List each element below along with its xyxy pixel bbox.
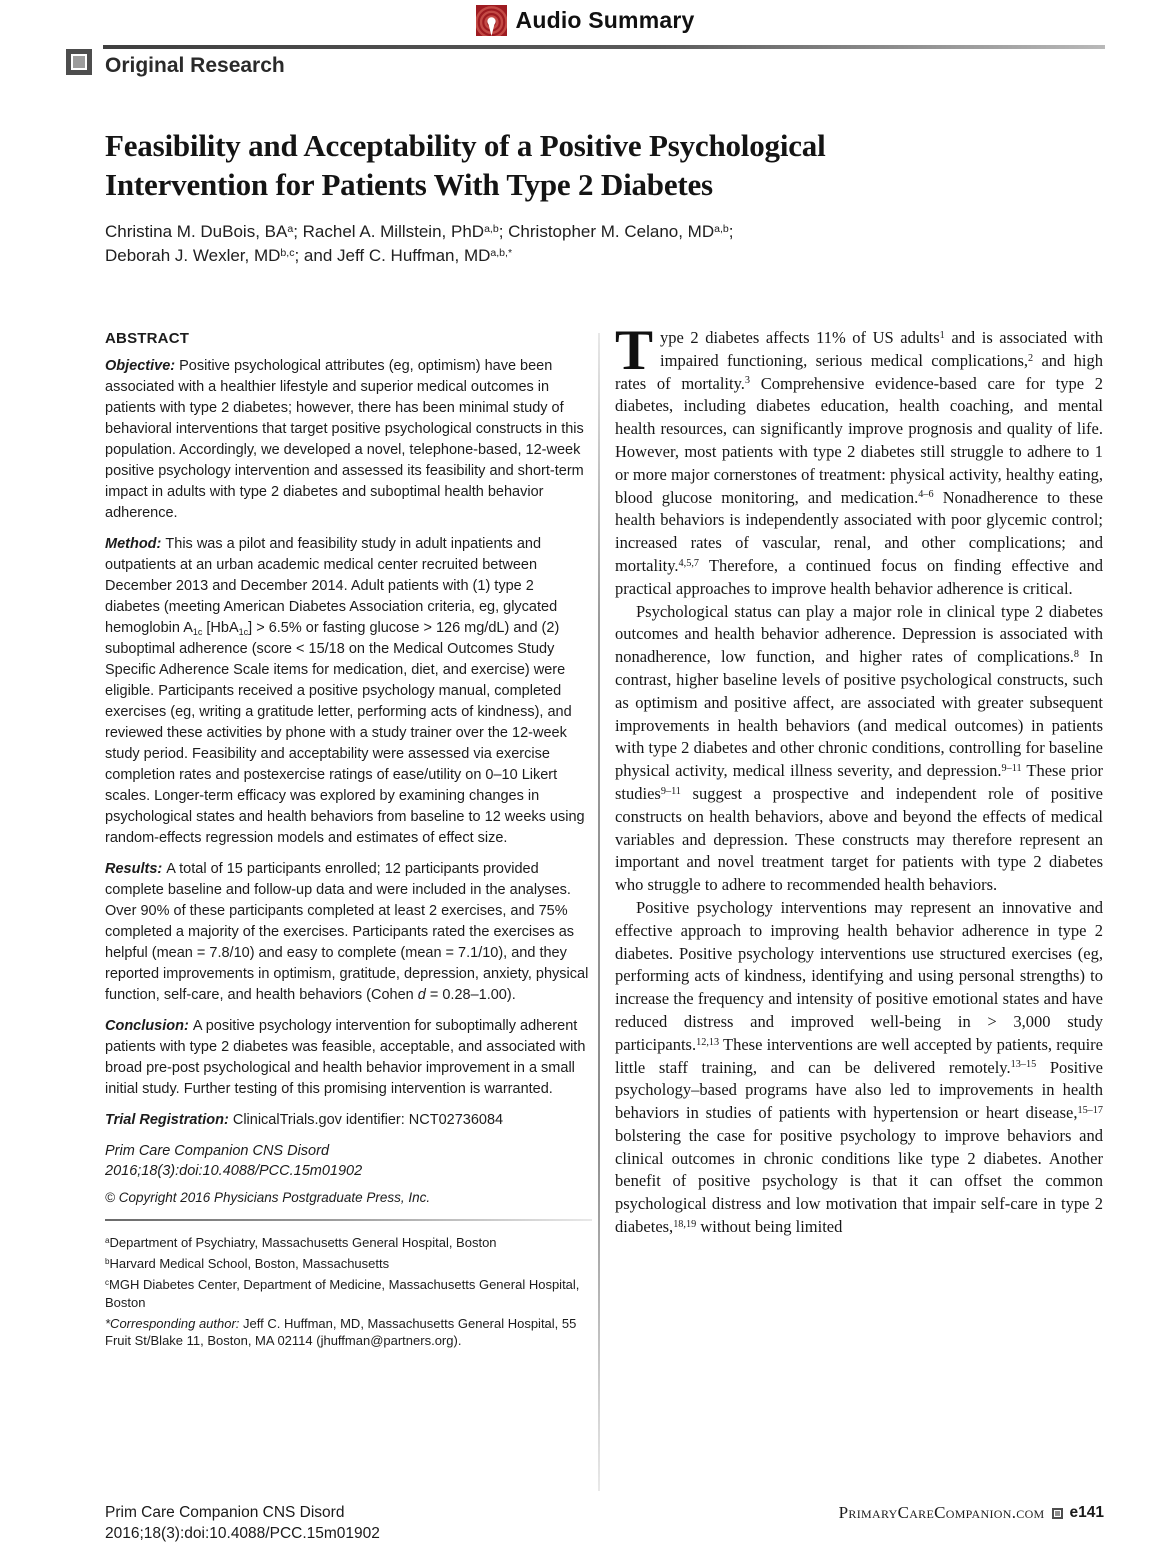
text-segment: Positive psychology interventions may represent an innovative and effective approach to improving health behavior adherence in type 2 diabetes. Positive psychology interventions use structured exercises (eg, performing acts of kindness, identifying and using personal strengths) to increase the frequency and intensity of positive emotional states and have reduced distress and improved well-being in > 3,000 study participants. — [615, 897, 1103, 1054]
author-line — [105, 220, 905, 244]
text-segment: MGH Diabetes Center, Department of Medicine, Massachusetts General Hospital, Boston — [105, 1277, 580, 1310]
article-title-line2: Intervention for Patients With Type 2 Diabetes — [105, 167, 713, 202]
affiliation-line — [105, 1234, 592, 1252]
reference-superscript: a,b,* — [490, 246, 513, 259]
footer-journal-name: Prim Care Companion CNS Disord — [105, 1504, 345, 1521]
text-segment: ClinicalTrials.gov identifier: NCT02736084 — [232, 1112, 504, 1128]
body-paragraph — [615, 897, 1103, 1239]
text-segment: Jeff C. Huffman, MD, Massachusetts General Hospital, 55 Fruit St/Blake 11, Boston, MA 02114 (jhuffman@partners.org). — [105, 1315, 577, 1348]
footer-site-info — [839, 1503, 1104, 1523]
text-segment: Nonadherence to these health behaviors is independently associated with poor glycemic control; increased rates of vascular, renal, and other complications; and mortality. — [615, 487, 1104, 575]
abstract-paragraph-label: Trial Registration: — [105, 1112, 233, 1128]
text-segment: d — [417, 987, 426, 1003]
abstract-paragraph — [105, 534, 592, 849]
text-segment: These prior studies — [615, 761, 1103, 803]
reference-superscript: 4,5,7 — [678, 557, 699, 569]
article-title — [105, 126, 1045, 204]
footer-journal-info — [105, 1502, 380, 1544]
text-segment: *Corresponding author: — [105, 1315, 240, 1331]
text-segment: ; — [728, 222, 734, 241]
text-segment: Therefore, a continued focus on finding effective and practical approaches to improve health behavior adherence is critical. — [615, 555, 1103, 598]
text-segment: ] > 6.5% or fasting glucose > 126 mg/dL) and (2) suboptimal adherence (score < 15/18 on the Medical Outcomes Study Specific Adherence Scale items for medication, diet, and exercise) were eligible. Participants received a positive psychology manual, completed exercises (eg, writing a gratitude letter, performing acts of kindness), and reviewed these activities by phone with a study trainer over the 12-week study period. Feasibility and acceptability were assessed via exercise completion rates and postexercise ratings of ease/utility on 0–10 Likert scales. Longer-term efficacy was explored by examining changes in psychological states and health behaviors from baseline to 12 weeks using random-effects regression models and estimates of effect size. — [105, 620, 585, 846]
text-segment: Christina M. DuBois, BA — [105, 222, 288, 241]
text-segment: [HbA — [202, 620, 239, 636]
reference-superscript: 9–11 — [660, 785, 681, 797]
text-segment: Psychological status can play a major role in clinical type 2 diabetes outcomes and health behavior adherence. Depression is associated with nonadherence, low function, and higher rates of complications. — [615, 601, 1103, 667]
reference-superscript: a,b — [484, 222, 499, 235]
author-line — [105, 244, 905, 268]
text-segment: Comprehensive evidence-based care for type 2 diabetes, including diabetes education, health coaching, and mental health resources, can significantly improve prognosis and quality of life. However, most patients with type 2 diabetes still struggle to adhere to 1 or more major cornerstones of treatment: physical activity, healthy eating, blood glucose monitoring, and medication. — [615, 373, 1103, 507]
journal-citation — [105, 1141, 592, 1181]
abstract-paragraph — [105, 1110, 592, 1131]
reference-superscript: a — [105, 1235, 110, 1245]
affiliation-line — [105, 1255, 592, 1273]
text-segment: ype 2 diabetes affects 11% of US adults — [660, 328, 940, 347]
reference-superscript: a — [287, 222, 294, 235]
text-segment: A total of 15 participants enrolled; 12 participants provided complete baseline and follow-up data and were included in the analyses. Over 90% of these participants completed at least 2 exercises, and 75% completed a majority of the exercises. Participants rated the exercises as helpful (mean = 7.8/10) and easy to complete (mean = 7.1/10), and they reported improvements in optimism, gratitude, depression, anxiety, physical function, self-care, and health behaviors (Cohen — [105, 861, 589, 1003]
text-segment: Deborah J. Wexler, MD — [105, 246, 281, 265]
footer-square-icon — [1052, 1508, 1063, 1519]
abstract-column — [105, 330, 592, 1353]
audio-summary-link[interactable] — [0, 5, 1170, 36]
audio-summary-label: Audio Summary — [515, 7, 695, 33]
body-paragraph — [615, 319, 1104, 601]
abstract-paragraph — [105, 859, 592, 1006]
text-segment: ; Christopher M. Celano, MD — [498, 222, 715, 241]
text-segment: without being limited — [696, 1217, 843, 1237]
text-segment: This was a pilot and feasibility study in adult inpatients and outpatients at an urban academic medical center recruited between December 2013 and December 2014. Adult patients with (1) type 2 diabetes (meeting American Diabetes Association criteria, eg, glycated hemoglobin A — [105, 536, 558, 636]
abstract-paragraphs — [105, 356, 592, 1131]
text-segment: Department of Psychiatry, Massachusetts General Hospital, Boston — [109, 1235, 497, 1250]
reference-superscript: b — [105, 1256, 110, 1266]
text-segment: = 0.28–1.00). — [425, 987, 516, 1003]
text-segment: Harvard Medical School, Boston, Massachusetts — [109, 1256, 390, 1271]
text-segment: bolstering the case for positive psychology to improve behaviors and clinical outcomes in chronic conditions like type 2 diabetes. Another benefit of positive psychology is that it can offset the common psychological distress and low motivation that impair self-care in type 2 diabetes, — [615, 1125, 1103, 1237]
section-square-icon — [66, 49, 92, 75]
abstract-paragraph-label: Method: — [105, 536, 166, 552]
abstract-paragraph — [105, 1016, 592, 1100]
reference-superscript: 4–6 — [918, 489, 934, 501]
reference-superscript: 2 — [1028, 352, 1034, 364]
article-title-line1: Feasibility and Acceptability of a Positive Psychological — [105, 128, 826, 163]
journal-citation-line2: 2016;18(3):doi:10.4088/PCC.15m01902 — [105, 1163, 363, 1179]
reference-superscript: 8 — [1073, 649, 1079, 661]
section-label: Original Research — [105, 54, 285, 77]
journal-citation-line1: Prim Care Companion CNS Disord — [105, 1143, 330, 1159]
text-segment: Positive psychology–based programs have also led to improvements in health behaviors in studies of patients with hypertension or heart disease, — [615, 1057, 1103, 1123]
footer-site-name: PrimaryCareCompanion.com — [838, 1503, 1045, 1522]
abstract-heading: ABSTRACT — [105, 330, 190, 347]
author-byline — [105, 220, 905, 268]
text-segment: ; Rachel A. Millstein, PhD — [293, 222, 485, 241]
body-paragraph — [615, 601, 1103, 897]
reference-superscript: 12,13 — [696, 1036, 720, 1048]
text-segment: suggest a prospective and independent role of positive constructs on health behaviors, above and beyond the effects of medical variables and depression. These constructs may therefore represent an important and novel treatment target for patients with type 2 diabetes who struggle to adhere to recommended health behaviors. — [615, 783, 1103, 895]
text-segment: In contrast, higher baseline levels of positive psychological constructs, such as optimism and positive affect, are associated with greater subsequent improvements in health behaviors (and medical outcomes) in patients with type 2 diabetes and other chronic conditions, controlling for baseline physical activity, medical illness severity, and depression. — [615, 647, 1103, 781]
text-segment: ; and Jeff C. Huffman, MD — [294, 246, 491, 265]
reference-superscript: 3 — [744, 375, 751, 387]
text-segment: These interventions are well accepted by patients, require little staff training, and can be delivered remotely. — [615, 1034, 1103, 1077]
text-segment: and is associated with impaired functioning, serious medical complications, — [660, 328, 1104, 370]
reference-superscript: c — [105, 1277, 110, 1287]
reference-superscript: 13–15 — [1010, 1059, 1037, 1071]
reference-superscript: 18,19 — [673, 1218, 697, 1230]
body-column — [615, 319, 1104, 1239]
footer-journal-doi: 2016;18(3):doi:10.4088/PCC.15m01902 — [105, 1525, 380, 1542]
audio-summary-icon — [476, 5, 507, 36]
reference-superscript: 15–17 — [1077, 1104, 1103, 1116]
text-segment: A positive psychology intervention for suboptimally adherent patients with type 2 diabetes was feasible, acceptable, and associated with broad pre-post psychological and health behavior improvement in a small initial study. Further testing of this promising intervention is warranted. — [105, 1018, 586, 1097]
affiliation-line — [105, 1315, 592, 1350]
reference-superscript: b,c — [280, 246, 295, 259]
reference-superscript: a,b — [714, 222, 729, 235]
footer-page-number: e141 — [1069, 1504, 1104, 1521]
abstract-divider-rule — [105, 1219, 592, 1221]
text-segment: 1c — [238, 626, 249, 637]
drop-cap: T — [615, 319, 654, 382]
abstract-paragraph-label: Objective: — [105, 358, 180, 374]
section-rule — [103, 45, 1105, 49]
abstract-paragraph-label: Conclusion: — [105, 1018, 193, 1034]
reference-superscript: 1 — [939, 329, 945, 341]
affiliation-line — [105, 1276, 592, 1311]
copyright-notice: © Copyright 2016 Physicians Postgraduate Press, Inc. — [105, 1190, 431, 1205]
affiliations — [105, 1234, 592, 1350]
abstract-paragraph — [105, 356, 592, 524]
abstract-paragraph-label: Results: — [105, 861, 167, 877]
column-divider-rule — [598, 333, 600, 1491]
text-segment: 1c — [192, 626, 203, 637]
reference-superscript: 9–11 — [1001, 763, 1022, 775]
text-segment: and high rates of mortality. — [615, 350, 1103, 393]
text-segment: Positive psychological attributes (eg, optimism) have been associated with a healthier lifestyle and superior medical outcomes in patients with type 2 diabetes; however, there has been minimal study of behavioral interventions that target positive psychological constructs in this population. Accordingly, we developed a novel, telephone-based, 12-week positive psychology intervention and assessed its feasibility and short-term impact in adults with type 2 diabetes and suboptimal health behavior adherence. — [105, 358, 584, 521]
